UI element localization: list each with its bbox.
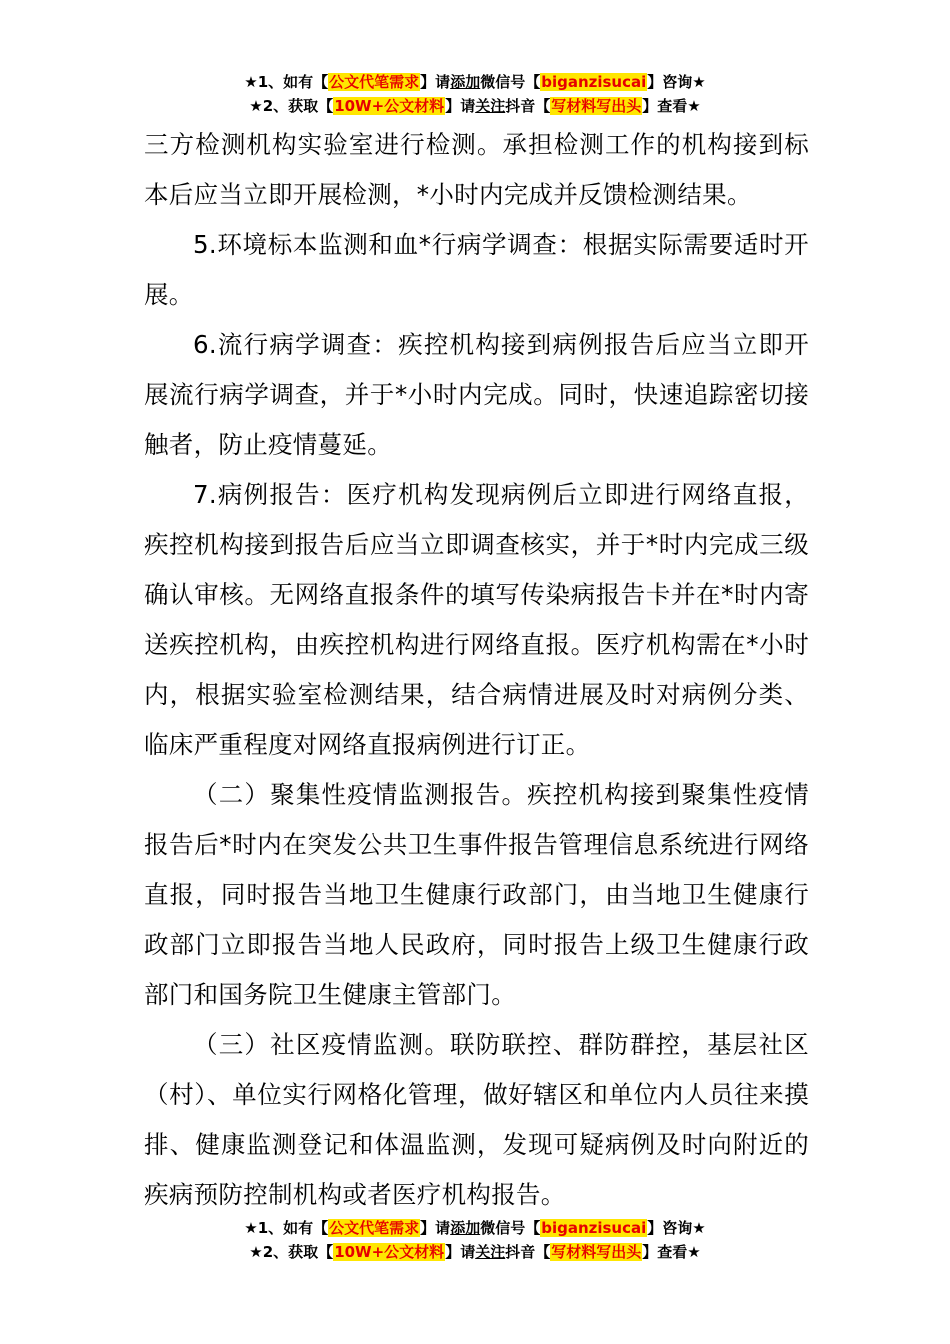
- top-banner-line-2: [0, 94, 950, 118]
- banner-underlined-text: 关注: [475, 1243, 506, 1261]
- banner-text: 】请: [445, 97, 476, 115]
- banner-text: 】请: [420, 1219, 451, 1237]
- banner-text: ★2、获取【: [249, 97, 334, 115]
- banner-highlight-service: 公文代笔需求: [329, 73, 420, 91]
- paragraph-environmental-monitoring: 5.环境标本监测和血*行病学调查：根据实际需要适时开展。: [144, 230, 809, 309]
- bottom-banner-line-2: [0, 1240, 950, 1264]
- banner-text: 抖音【: [505, 1243, 551, 1261]
- banner-highlight-service: 公文代笔需求: [329, 1219, 420, 1237]
- banner-text: ★2、获取【: [249, 1243, 334, 1261]
- bottom-banner-line-1: [0, 1216, 950, 1240]
- banner-text: 】查看★: [642, 97, 701, 115]
- banner-text: 微信号【: [480, 1219, 541, 1237]
- banner-highlight-wechat-id: biganzisucai: [541, 73, 647, 91]
- banner-text: 】咨询★: [647, 73, 706, 91]
- banner-text: ★1、如有【: [244, 1219, 329, 1237]
- bottom-ad-banner: [0, 1216, 950, 1264]
- banner-text: 微信号【: [480, 73, 541, 91]
- paragraph-lab-testing: 三方检测机构实验室进行检测。承担检测工作的机构接到标本后应当立即开展检测，*小时内完成并反馈检测结果。: [144, 130, 809, 209]
- top-banner-line-1: [0, 70, 950, 94]
- document-body: [144, 120, 809, 1220]
- banner-highlight-douyin-account: 写材料写出头: [551, 97, 642, 115]
- banner-text: 】请: [420, 73, 451, 91]
- banner-text: 】咨询★: [647, 1219, 706, 1237]
- banner-highlight-materials: 10W+公文材料: [334, 1243, 445, 1261]
- banner-text: 】请: [445, 1243, 476, 1261]
- banner-text: 抖音【: [505, 97, 551, 115]
- banner-underlined-text: 添加: [450, 1219, 481, 1237]
- paragraph-case-report: 7.病例报告：医疗机构发现病例后立即进行网络直报，疾控机构接到报告后应当立即调查核实，并于*时内完成三级确认审核。无网络直报条件的填写传染病报告卡并在*时内寄送疾控机构，由疾控机构进行网络直报。医疗机构需在*小时内，根据实验室检测结果，结合病情进展及时对病例分类、临床严重程度对网络直报病例进行订正。: [144, 480, 809, 759]
- banner-text: ★1、如有【: [244, 73, 329, 91]
- paragraph-community-monitoring: （三）社区疫情监测。联防联控、群防群控，基层社区（村）、单位实行网格化管理，做好辖区和单位内人员往来摸排、健康监测登记和体温监测，发现可疑病例及时向附近的疾病预防控制机构或者医疗机构报告。: [144, 1030, 809, 1209]
- banner-highlight-materials: 10W+公文材料: [334, 97, 445, 115]
- banner-highlight-wechat-id: biganzisucai: [541, 1219, 647, 1237]
- paragraph-epidemiological-survey: 6.流行病学调查：疾控机构接到病例报告后应当立即开展流行病学调查，并于*小时内完成。同时，快速追踪密切接触者，防止疫情蔓延。: [144, 330, 809, 459]
- top-ad-banner: [0, 70, 950, 118]
- banner-underlined-text: 添加: [450, 73, 481, 91]
- banner-text: 】查看★: [642, 1243, 701, 1261]
- banner-underlined-text: 关注: [475, 97, 506, 115]
- paragraph-cluster-outbreak-report: （二）聚集性疫情监测报告。疾控机构接到聚集性疫情报告后*时内在突发公共卫生事件报告管理信息系统进行网络直报，同时报告当地卫生健康行政部门，由当地卫生健康行政部门立即报告当地人民政府，同时报告上级卫生健康行政部门和国务院卫生健康主管部门。: [144, 780, 809, 1009]
- banner-highlight-douyin-account: 写材料写出头: [551, 1243, 642, 1261]
